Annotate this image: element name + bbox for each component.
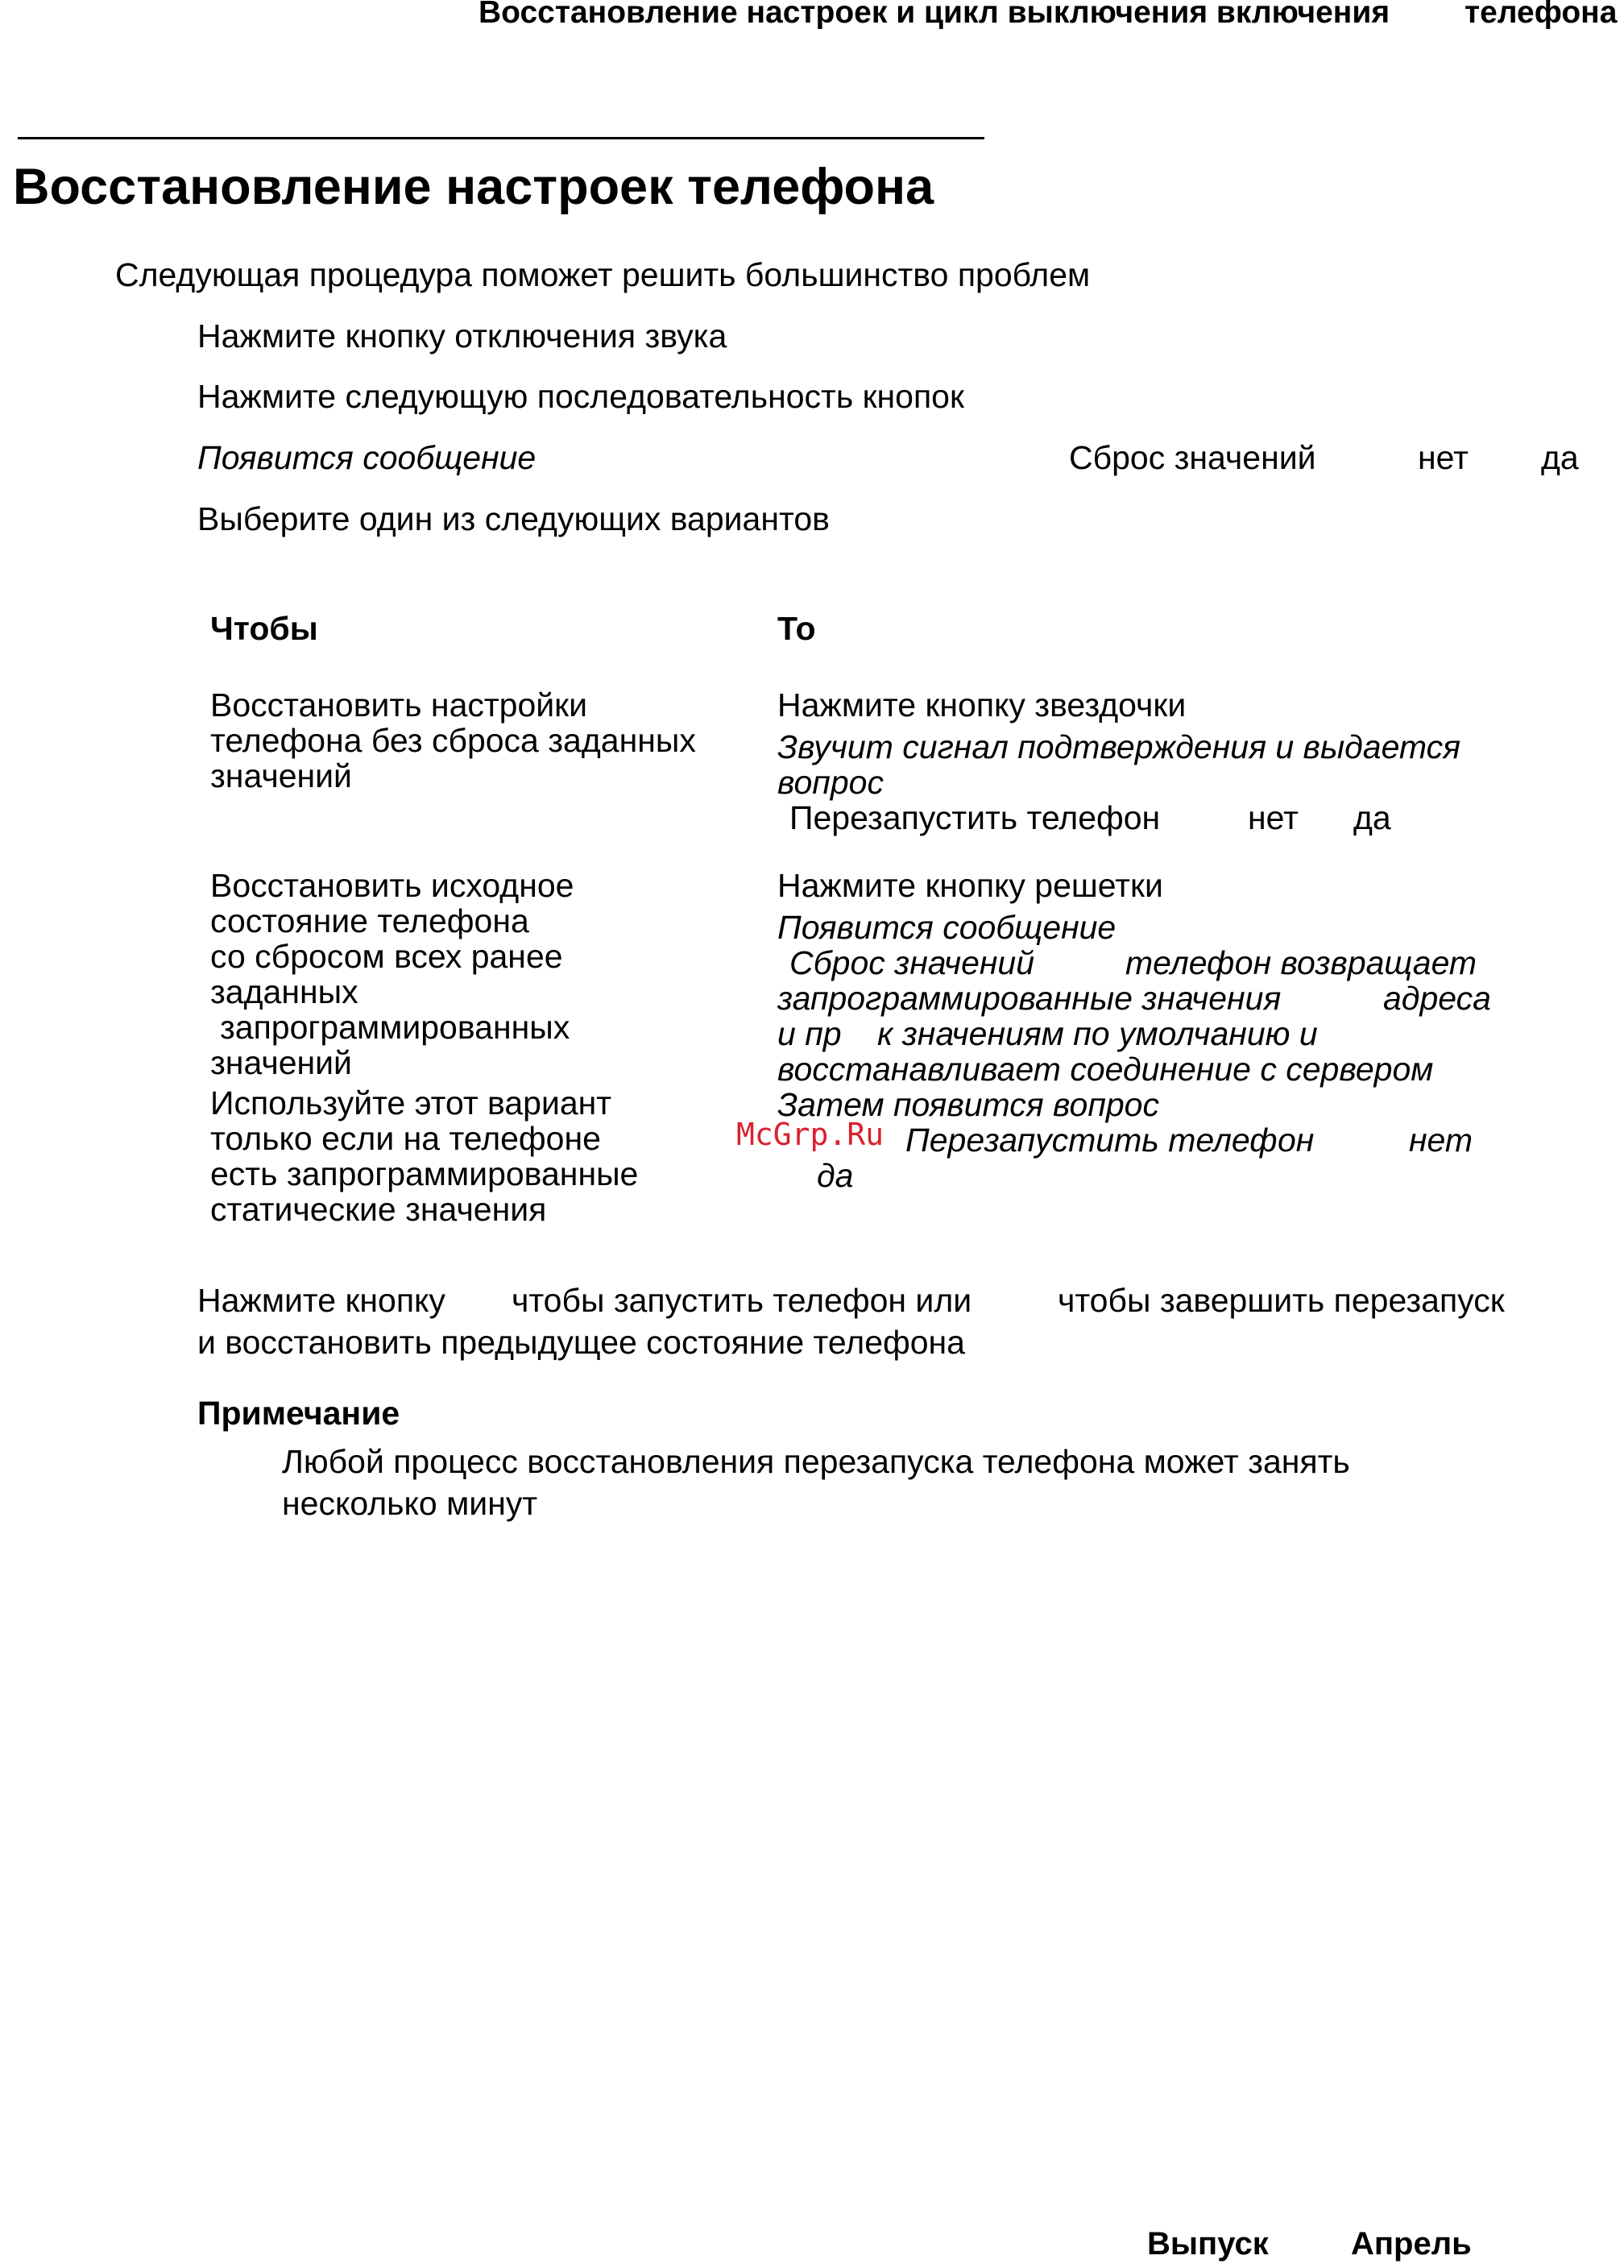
note-text-line-2: несколько минут [282,1485,538,1522]
note-text-line-1: Любой процесс восстановления перезапуска телефона может занять [282,1443,1350,1480]
step-1: Нажмите кнопку отключения звука [197,317,727,355]
running-header-title: Восстановление настроек и цикл выключения включения [478,0,1390,30]
watermark: McGrp.Ru [736,1117,884,1152]
row2-action-line: Нажмите кнопку решетки [777,867,1163,904]
after-line-2: и восстановить предыдущее состояние телефона [197,1324,965,1361]
row2-goal-line: со сбросом всех ранее [210,938,563,975]
row2-action-italic: Перезапустить телефон [905,1122,1315,1159]
note-label: Примечание [197,1395,400,1432]
row2-action-italic: восстанавливает соединение с сервером [777,1051,1434,1088]
row2-action-italic: адреса [1383,980,1491,1017]
step-4: Выберите один из следующих вариантов [197,500,830,537]
page-title: Восстановление настроек телефона [13,159,934,215]
row1-action-line: Нажмите кнопку звездочки [777,686,1187,724]
step-3-message: Сброс значений [1069,439,1316,476]
step-3-yes: да [1541,439,1579,476]
footer-month: Апрель [1351,2226,1472,2262]
header-divider [18,137,984,139]
intro-text: Следующая процедура поможет решить большинство проблем [115,256,1091,293]
row2-goal-note: статические значения [210,1191,547,1228]
row1-goal-line: значений [210,757,352,794]
step-2: Нажмите следующую последовательность кнопок [197,378,964,415]
row2-goal-line: запрограммированных [220,1009,570,1046]
row2-goal-line: Восстановить исходное [210,867,574,904]
row2-action-italic: Появится сообщение [777,909,1116,946]
table-header-action: То [777,610,816,647]
row1-action-italic: Звучит сигнал подтверждения и выдается [777,728,1461,765]
row2-action-italic: нет [1409,1122,1473,1159]
row2-goal-note: Используйте этот вариант [210,1084,612,1122]
running-header-title-end: телефона [1464,0,1618,30]
row2-action-italic: телефон возвращает [1125,944,1477,981]
row2-action-italic: да [817,1157,854,1194]
after-line-1c: чтобы завершить перезапуск [1058,1282,1505,1319]
row1-restart-no: нет [1248,799,1299,836]
step-3-italic: Появится сообщение [197,439,536,476]
row2-action-italic: к значениям по умолчанию и [877,1015,1318,1052]
row2-goal-note: есть запрограммированные [210,1155,639,1192]
row1-goal-line: Восстановить настройки [210,686,587,724]
row2-action-italic: и пр [777,1015,842,1052]
row2-action-italic: запрограммированные значения [777,980,1282,1017]
footer-release: Выпуск [1147,2226,1269,2262]
row2-goal-line: состояние телефона [210,902,529,939]
row1-restart-yes: да [1353,799,1391,836]
after-line-1b: чтобы запустить телефон или [512,1282,972,1319]
row2-goal-line: значений [210,1044,352,1081]
row2-goal-line: заданных [210,973,358,1010]
after-line-1a: Нажмите кнопку [197,1282,445,1319]
row2-action-italic: Сброс значений [789,944,1035,981]
table-header-goal: Чтобы [210,610,318,647]
row1-restart-message: Перезапустить телефон [789,799,1161,836]
row1-action-italic: вопрос [777,764,884,801]
step-3-no: нет [1418,439,1469,476]
row1-goal-line: телефона без сброса заданных [210,722,696,759]
row2-goal-note: только если на телефоне [210,1120,601,1157]
row2-action-italic: Затем появится вопрос [777,1086,1159,1123]
